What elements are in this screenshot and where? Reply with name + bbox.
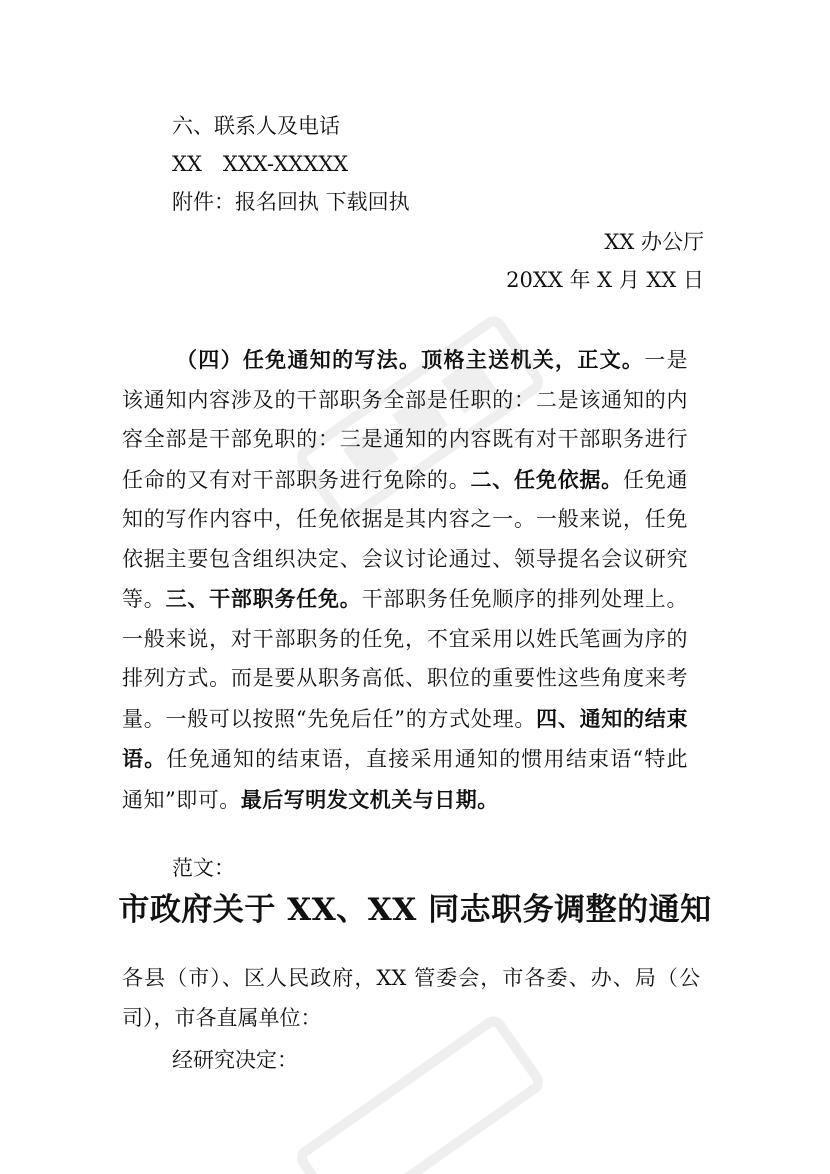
sample-title: 市政府关于 XX、XX 同志职务调整的通知 (118, 892, 712, 928)
contact-heading: 六、联系人及电话 (172, 114, 340, 138)
heading-appointment: 三、干部职务任免。 (165, 586, 362, 611)
body-text-4: 任免通知的结束语，直接采用通知的惯用结束语“特此通知”即可。 (122, 747, 689, 812)
body-text-3: 干部职务任免顺序的排列处理上。一般来说，对干部职务的任免，不宜采用以姓氏笔画为序的排列方式。而是要从职务高低、职位的重要性这些角度来考量。一般可以按照“先免后任”的方式处理。 (122, 587, 689, 731)
body-text-2: 任免通知的写作内容中，任免依据是其内容之一。一般来说，任免依据主要包含组织决定、会议讨论通过、领导提名会议研究等。 (122, 467, 689, 611)
sample-decided: 经研究决定： (172, 1048, 298, 1072)
heading-four: （四）任免通知的写法。顶格主送机关，正文。 (176, 347, 645, 372)
sample-recipients: 各县（市）、区人民政府，XX 管委会，市各委、办、局（公司），市各直属单位： (122, 966, 700, 1030)
attachment-line: 附件：报名回执 下载回执 (172, 190, 410, 214)
heading-basis: 二、任免依据。 (470, 466, 623, 492)
closing-instruction: 最后写明发文机关与日期。 (240, 786, 499, 812)
signature-date: 20XX 年 X 月 XX 日 (506, 268, 704, 292)
heading-closing: 四、通知的结束语。 (122, 705, 688, 771)
body-paragraph (122, 340, 688, 820)
body-text-1: 一是该通知内容涉及的干部职务全部是任职的：二是该通知的内容全部是干部免职的：三是通知的内容既有对干部职务进行任命的又有对干部职务进行免除的。 (122, 348, 688, 492)
sample-label: 范文： (172, 856, 235, 880)
contact-phone: XX XXX-XXXXX (172, 152, 349, 176)
signature-office: XX 办公厅 (604, 230, 704, 254)
